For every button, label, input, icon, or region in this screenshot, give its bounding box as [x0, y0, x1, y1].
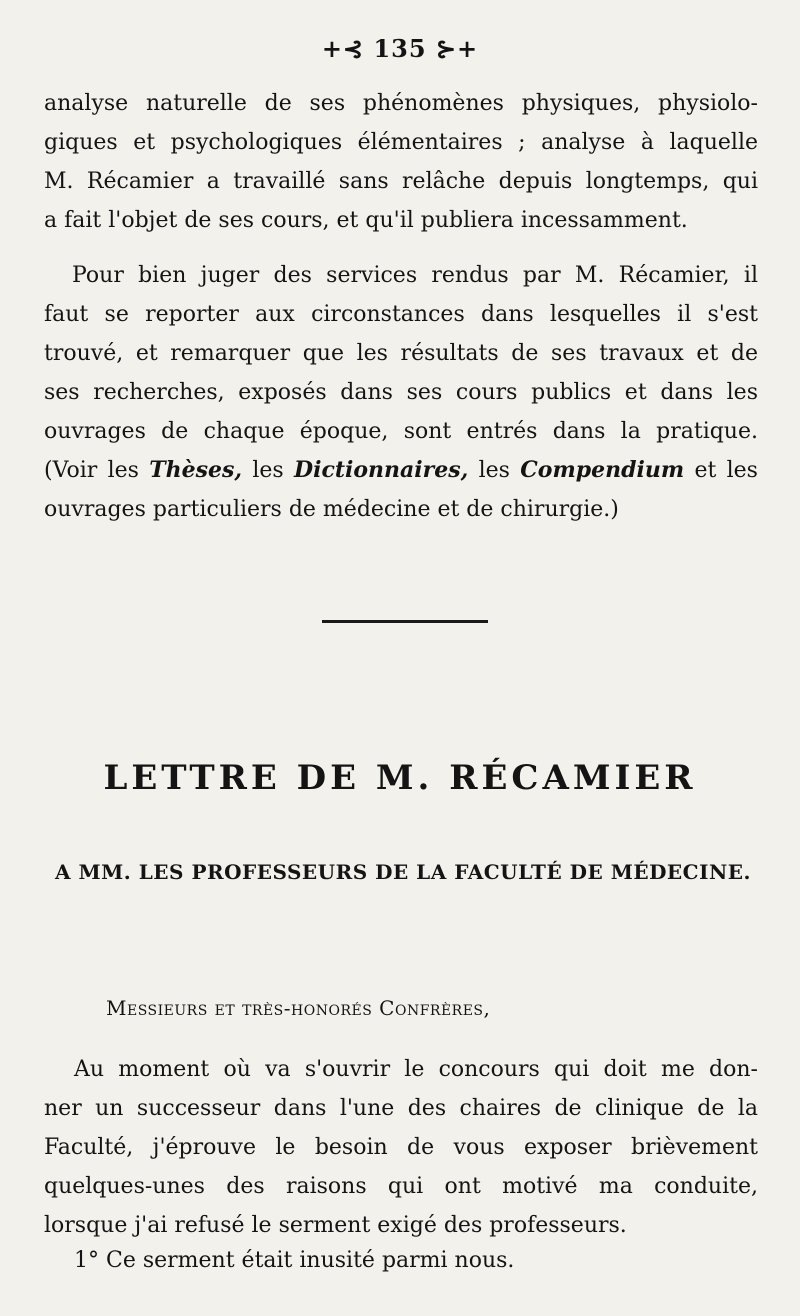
page-number-header: +⊰ 135 ⊱+ [321, 34, 479, 63]
italic-term: Thèses, [149, 457, 243, 483]
paragraph-4 [74, 1241, 758, 1280]
text-segment: les [242, 458, 295, 483]
text-line: quelques-unes des raisons qui ont motivé ma conduite, [44, 1174, 758, 1199]
text-line: faut se reporter aux circonstances dans lesquelles il s'est [44, 302, 758, 327]
section-divider [322, 620, 488, 623]
text-line: ouvrages de chaque époque, sont entrés dans la pratique. [44, 419, 758, 444]
text-line: Faculté, j'éprouve le besoin de vous exposer brièvement [44, 1135, 758, 1160]
text-line: Pour bien juger des services rendus par M. Récamier, il [72, 263, 758, 288]
italic-term: Dictionnaires, [294, 457, 469, 483]
text-line-with-italics [44, 451, 758, 490]
text-line: analyse naturelle de ses phénomènes physiques, physiolo- [44, 91, 758, 116]
letter-addressee: A MM. LES PROFESSEURS DE LA FACULTÉ DE MÉDECINE. [55, 860, 751, 884]
text-line: ses recherches, exposés dans ses cours publics et dans les [44, 380, 758, 405]
text-line: trouvé, et remarquer que les résultats de ses travaux et de [44, 341, 758, 366]
text-line: M. Récamier a travaillé sans relâche depuis longtemps, qui [44, 169, 758, 194]
text-segment: et les [684, 458, 758, 483]
text-line: 1° Ce serment était inusité parmi nous. [74, 1248, 515, 1273]
text-line: ouvrages particuliers de médecine et de chirurgie.) [44, 497, 619, 522]
text-line: a fait l'objet de ses cours, et qu'il publiera incessamment. [44, 208, 688, 233]
paragraph-3 [44, 1050, 758, 1245]
text-line: lorsque j'ai refusé le serment exigé des professeurs. [44, 1213, 627, 1238]
text-segment: (Voir les [44, 458, 150, 483]
text-line: giques et psychologiques élémentaires ; analyse à laquelle [44, 130, 758, 155]
paragraph-1 [44, 84, 758, 240]
text-line: ner un successeur dans l'une des chaires de clinique de la [44, 1096, 758, 1121]
text-segment: les [468, 458, 521, 483]
italic-term: Compendium [520, 457, 685, 483]
salutation: Messieurs et très-honorés Confrères, [106, 996, 491, 1020]
letter-title: LETTRE DE M. RÉCAMIER [103, 758, 697, 798]
paragraph-2 [44, 256, 758, 529]
text-line: Au moment où va s'ouvrir le concours qui doit me don- [74, 1057, 758, 1082]
